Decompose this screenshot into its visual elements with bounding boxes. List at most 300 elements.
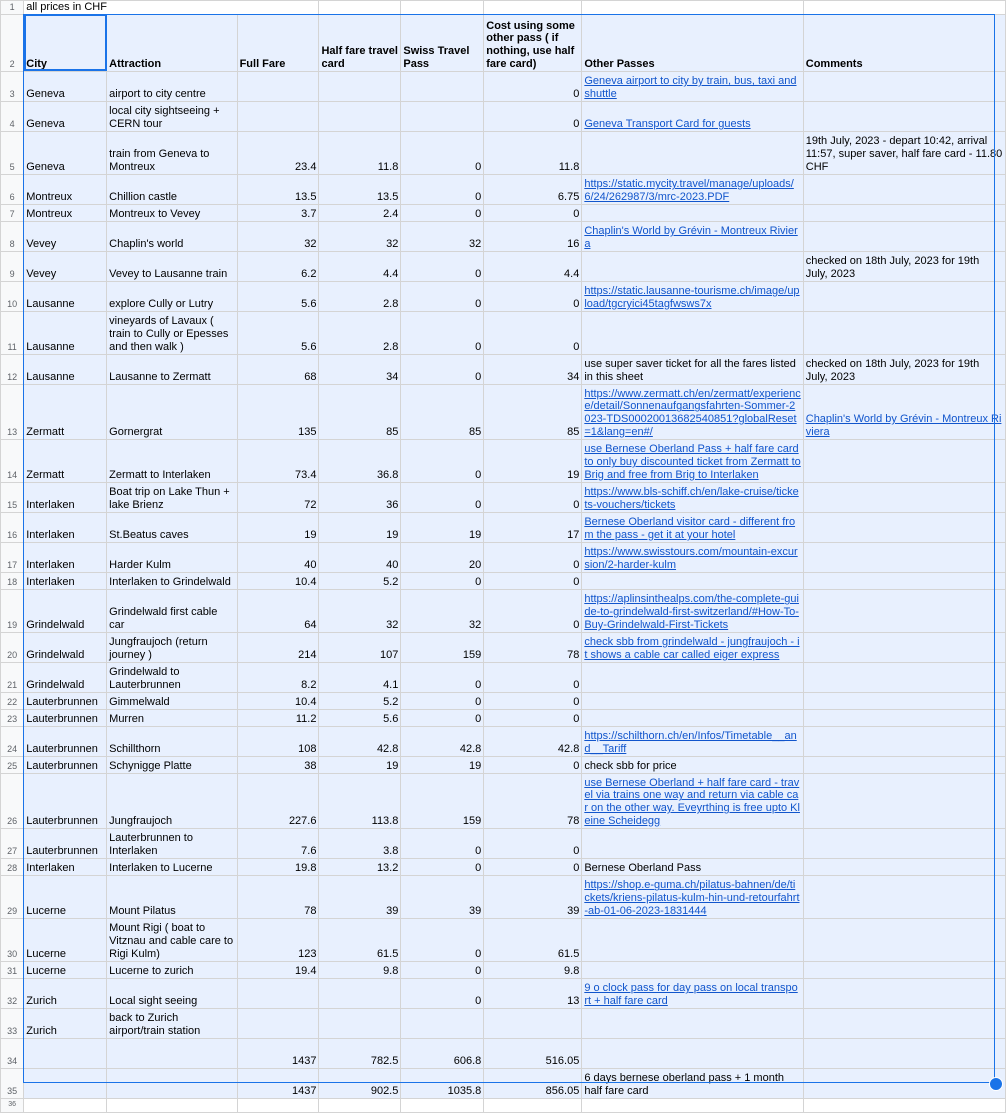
- other-cost-cell[interactable]: 0: [484, 692, 582, 709]
- attraction-cell[interactable]: vineyards of Lavaux ( train to Cully or Epesses and then walk ): [107, 311, 237, 354]
- attraction-cell[interactable]: Boat trip on Lake Thun + lake Brienz: [107, 482, 237, 512]
- row-number[interactable]: 29: [1, 875, 24, 918]
- other-passes-cell[interactable]: [582, 281, 803, 311]
- other-passes-cell[interactable]: [582, 961, 803, 978]
- full-fare-cell[interactable]: 123: [237, 918, 319, 961]
- full-fare-cell[interactable]: 72: [237, 482, 319, 512]
- swiss-pass-cell[interactable]: 20: [401, 542, 484, 572]
- other-passes-cell[interactable]: [582, 174, 803, 204]
- other-cost-cell[interactable]: 0: [484, 101, 582, 131]
- row-number[interactable]: 19: [1, 589, 24, 632]
- full-fare-cell[interactable]: 10.4: [237, 572, 319, 589]
- swiss-pass-cell[interactable]: 0: [401, 709, 484, 726]
- full-fare-cell[interactable]: 7.6: [237, 828, 319, 858]
- swiss-pass-cell[interactable]: 19: [401, 512, 484, 542]
- other-passes-cell[interactable]: [582, 692, 803, 709]
- full-fare-cell[interactable]: 40: [237, 542, 319, 572]
- row-number[interactable]: 9: [1, 251, 24, 281]
- half-fare-cell[interactable]: 2.8: [319, 311, 401, 354]
- city-cell[interactable]: Vevey: [24, 251, 107, 281]
- comments-cell[interactable]: checked on 18th July, 2023 for 19th July, 2023: [803, 354, 1005, 384]
- swiss-pass-cell[interactable]: 85: [401, 384, 484, 439]
- hyperlink[interactable]: check sbb from grindelwald - jungfraujoch - it shows a cable car called eiger express: [584, 636, 800, 661]
- city-cell[interactable]: Lauterbrunnen: [24, 773, 107, 828]
- city-cell[interactable]: Interlaken: [24, 572, 107, 589]
- half-fare-cell[interactable]: 19: [319, 512, 401, 542]
- row-number[interactable]: 17: [1, 542, 24, 572]
- other-cost-cell[interactable]: 0: [484, 828, 582, 858]
- swiss-pass-cell[interactable]: 0: [401, 251, 484, 281]
- full-fare-cell[interactable]: 13.5: [237, 174, 319, 204]
- city-cell[interactable]: Geneva: [24, 101, 107, 131]
- half-fare-cell[interactable]: 19: [319, 756, 401, 773]
- half-fare-cell[interactable]: 11.8: [319, 131, 401, 174]
- comments-cell[interactable]: [803, 662, 1005, 692]
- swiss-pass-cell[interactable]: 0: [401, 354, 484, 384]
- comments-cell[interactable]: [803, 311, 1005, 354]
- swiss-pass-cell[interactable]: 0: [401, 978, 484, 1008]
- row-number[interactable]: 11: [1, 311, 24, 354]
- attraction-cell[interactable]: airport to city centre: [107, 71, 237, 101]
- row-number[interactable]: 4: [1, 101, 24, 131]
- half-fare-cell[interactable]: 13.5: [319, 174, 401, 204]
- other-passes-cell[interactable]: [582, 384, 803, 439]
- half-fare-cell[interactable]: 3.8: [319, 828, 401, 858]
- row-number[interactable]: 30: [1, 918, 24, 961]
- other-passes-cell[interactable]: [582, 311, 803, 354]
- attraction-cell[interactable]: [107, 1068, 237, 1098]
- half-fare-cell[interactable]: 5.2: [319, 572, 401, 589]
- other-passes-cell[interactable]: [582, 131, 803, 174]
- row-number[interactable]: 28: [1, 858, 24, 875]
- comments-cell[interactable]: [803, 1008, 1005, 1038]
- half-fare-cell[interactable]: 4.1: [319, 662, 401, 692]
- other-cost-cell[interactable]: 13: [484, 978, 582, 1008]
- swiss-pass-cell[interactable]: 0: [401, 572, 484, 589]
- attraction-cell[interactable]: Mount Rigi ( boat to Vitznau and cable care to Rigi Kulm): [107, 918, 237, 961]
- other-passes-cell[interactable]: [582, 1008, 803, 1038]
- row-number[interactable]: 18: [1, 572, 24, 589]
- city-cell[interactable]: Interlaken: [24, 482, 107, 512]
- other-passes-cell[interactable]: [582, 632, 803, 662]
- swiss-pass-cell[interactable]: 0: [401, 131, 484, 174]
- other-cost-cell[interactable]: 78: [484, 632, 582, 662]
- other-cost-cell[interactable]: 516.05: [484, 1038, 582, 1068]
- half-fare-cell[interactable]: 2.4: [319, 204, 401, 221]
- hyperlink[interactable]: https://www.bls-schiff.ch/en/lake-cruise/tickets-vouchers/tickets: [584, 486, 799, 511]
- full-fare-cell[interactable]: 64: [237, 589, 319, 632]
- hyperlink[interactable]: Chaplin's World by Grévin - Montreux Riviera: [584, 225, 798, 250]
- full-fare-cell[interactable]: 68: [237, 354, 319, 384]
- other-cost-cell[interactable]: 0: [484, 281, 582, 311]
- comments-cell[interactable]: [803, 726, 1005, 756]
- row-number[interactable]: 35: [1, 1068, 24, 1098]
- attraction-cell[interactable]: Gimmelwald: [107, 692, 237, 709]
- other-passes-cell[interactable]: [582, 482, 803, 512]
- full-fare-cell[interactable]: 135: [237, 384, 319, 439]
- comments-cell[interactable]: 19th July, 2023 - depart 10:42, arrival 11:57, super saver, half fare card - 11.80 CHF: [803, 131, 1005, 174]
- city-cell[interactable]: Lucerne: [24, 875, 107, 918]
- comments-cell[interactable]: [803, 512, 1005, 542]
- comments-cell[interactable]: [803, 828, 1005, 858]
- swiss-pass-cell[interactable]: 606.8: [401, 1038, 484, 1068]
- row-number[interactable]: 5: [1, 131, 24, 174]
- row-number[interactable]: 1: [1, 1, 24, 15]
- row-number[interactable]: 7: [1, 204, 24, 221]
- other-passes-cell[interactable]: [582, 572, 803, 589]
- row-number[interactable]: 13: [1, 384, 24, 439]
- swiss-pass-cell[interactable]: 32: [401, 589, 484, 632]
- row-number[interactable]: 32: [1, 978, 24, 1008]
- other-passes-cell[interactable]: [582, 709, 803, 726]
- comments-cell[interactable]: [803, 709, 1005, 726]
- hyperlink[interactable]: Bernese Oberland visitor card - different from the pass - get it at your hotel: [584, 516, 796, 541]
- other-passes-cell[interactable]: [582, 662, 803, 692]
- other-passes-cell[interactable]: [582, 251, 803, 281]
- row-number[interactable]: 3: [1, 71, 24, 101]
- other-passes-cell[interactable]: [582, 589, 803, 632]
- row-number[interactable]: 31: [1, 961, 24, 978]
- city-cell[interactable]: Zurich: [24, 978, 107, 1008]
- row-number[interactable]: 26: [1, 773, 24, 828]
- other-cost-cell[interactable]: 39: [484, 875, 582, 918]
- header-full-fare[interactable]: Full Fare: [237, 14, 319, 71]
- attraction-cell[interactable]: Harder Kulm: [107, 542, 237, 572]
- hyperlink[interactable]: use Bernese Oberland + half fare card - travel via trains one way and return via cable car on the other way. Eveyrthing is free upto Kleine Scheidegg: [584, 776, 800, 827]
- other-passes-cell[interactable]: Bernese Oberland Pass: [582, 858, 803, 875]
- attraction-cell[interactable]: Lauterbrunnen to Interlaken: [107, 828, 237, 858]
- half-fare-cell[interactable]: 2.8: [319, 281, 401, 311]
- full-fare-cell[interactable]: 11.2: [237, 709, 319, 726]
- other-cost-cell[interactable]: 9.8: [484, 961, 582, 978]
- row-number[interactable]: 33: [1, 1008, 24, 1038]
- full-fare-cell[interactable]: 214: [237, 632, 319, 662]
- attraction-cell[interactable]: Interlaken to Grindelwald: [107, 572, 237, 589]
- title-note-cell[interactable]: all prices in CHF: [24, 1, 237, 15]
- full-fare-cell[interactable]: [237, 978, 319, 1008]
- full-fare-cell[interactable]: 8.2: [237, 662, 319, 692]
- other-cost-cell[interactable]: 61.5: [484, 918, 582, 961]
- city-cell[interactable]: Grindelwald: [24, 589, 107, 632]
- half-fare-cell[interactable]: 34: [319, 354, 401, 384]
- comments-cell[interactable]: [803, 1068, 1005, 1098]
- half-fare-cell[interactable]: 36: [319, 482, 401, 512]
- other-cost-cell[interactable]: 0: [484, 589, 582, 632]
- other-passes-cell[interactable]: 6 days bernese oberland pass + 1 month half fare card: [582, 1068, 803, 1098]
- city-cell[interactable]: Grindelwald: [24, 662, 107, 692]
- header-city[interactable]: City: [24, 14, 107, 71]
- row-number[interactable]: 2: [1, 14, 24, 71]
- city-cell[interactable]: Zurich: [24, 1008, 107, 1038]
- comments-cell[interactable]: [803, 439, 1005, 482]
- row-number[interactable]: 23: [1, 709, 24, 726]
- full-fare-cell[interactable]: 19.8: [237, 858, 319, 875]
- city-cell[interactable]: Geneva: [24, 131, 107, 174]
- half-fare-cell[interactable]: 40: [319, 542, 401, 572]
- comments-cell[interactable]: [803, 978, 1005, 1008]
- comments-cell[interactable]: [803, 71, 1005, 101]
- other-passes-cell[interactable]: check sbb for price: [582, 756, 803, 773]
- half-fare-cell[interactable]: 5.6: [319, 709, 401, 726]
- hyperlink[interactable]: https://www.swisstours.com/mountain-excursion/2-harder-kulm: [584, 546, 798, 571]
- header-other-cost[interactable]: Cost using some other pass ( if nothing, use half fare card): [484, 14, 582, 71]
- full-fare-cell[interactable]: [237, 71, 319, 101]
- other-cost-cell[interactable]: 0: [484, 756, 582, 773]
- row-number[interactable]: 24: [1, 726, 24, 756]
- city-cell[interactable]: [24, 1038, 107, 1068]
- other-cost-cell[interactable]: 0: [484, 204, 582, 221]
- hyperlink[interactable]: Geneva airport to city by train, bus, taxi and shuttle: [584, 75, 797, 100]
- swiss-pass-cell[interactable]: 0: [401, 828, 484, 858]
- other-cost-cell[interactable]: 0: [484, 542, 582, 572]
- other-passes-cell[interactable]: [582, 221, 803, 251]
- other-passes-cell[interactable]: [582, 773, 803, 828]
- attraction-cell[interactable]: St.Beatus caves: [107, 512, 237, 542]
- full-fare-cell[interactable]: 32: [237, 221, 319, 251]
- swiss-pass-cell[interactable]: 0: [401, 961, 484, 978]
- attraction-cell[interactable]: Grindelwald first cable car: [107, 589, 237, 632]
- comments-cell[interactable]: [803, 542, 1005, 572]
- full-fare-cell[interactable]: 19.4: [237, 961, 319, 978]
- comments-cell[interactable]: [803, 281, 1005, 311]
- hyperlink[interactable]: use Bernese Oberland Pass + half fare card to only buy discounted ticket from Zermatt to Brig and free from Brig to Interlaken: [584, 443, 801, 481]
- half-fare-cell[interactable]: [319, 978, 401, 1008]
- other-cost-cell[interactable]: 17: [484, 512, 582, 542]
- full-fare-cell[interactable]: 3.7: [237, 204, 319, 221]
- other-passes-cell[interactable]: [582, 101, 803, 131]
- other-passes-cell[interactable]: [582, 439, 803, 482]
- comments-cell[interactable]: [803, 1038, 1005, 1068]
- other-cost-cell[interactable]: 0: [484, 71, 582, 101]
- attraction-cell[interactable]: back to Zurich airport/train station: [107, 1008, 237, 1038]
- full-fare-cell[interactable]: 108: [237, 726, 319, 756]
- half-fare-cell[interactable]: 107: [319, 632, 401, 662]
- half-fare-cell[interactable]: 5.2: [319, 692, 401, 709]
- other-passes-cell[interactable]: [582, 875, 803, 918]
- city-cell[interactable]: [24, 1068, 107, 1098]
- city-cell[interactable]: Lausanne: [24, 311, 107, 354]
- full-fare-cell[interactable]: 6.2: [237, 251, 319, 281]
- city-cell[interactable]: Lucerne: [24, 918, 107, 961]
- row-number[interactable]: 25: [1, 756, 24, 773]
- other-passes-cell[interactable]: [582, 918, 803, 961]
- swiss-pass-cell[interactable]: [401, 1008, 484, 1038]
- full-fare-cell[interactable]: 5.6: [237, 281, 319, 311]
- attraction-cell[interactable]: Chillion castle: [107, 174, 237, 204]
- row-number[interactable]: 20: [1, 632, 24, 662]
- hyperlink[interactable]: https://shop.e-guma.ch/pilatus-bahnen/de/tickets/kriens-pilatus-kulm-hin-und-retourfahrt-ab-01-06-2023-1831444: [584, 879, 800, 917]
- header-attraction[interactable]: Attraction: [107, 14, 237, 71]
- row-number[interactable]: 14: [1, 439, 24, 482]
- half-fare-cell[interactable]: 113.8: [319, 773, 401, 828]
- comments-cell[interactable]: [803, 221, 1005, 251]
- city-cell[interactable]: Interlaken: [24, 542, 107, 572]
- comments-cell[interactable]: [803, 174, 1005, 204]
- swiss-pass-cell[interactable]: 159: [401, 632, 484, 662]
- city-cell[interactable]: Lauterbrunnen: [24, 692, 107, 709]
- half-fare-cell[interactable]: 32: [319, 589, 401, 632]
- attraction-cell[interactable]: Zermatt to Interlaken: [107, 439, 237, 482]
- row-number[interactable]: 15: [1, 482, 24, 512]
- half-fare-cell[interactable]: 13.2: [319, 858, 401, 875]
- hyperlink[interactable]: https://www.zermatt.ch/en/zermatt/experience/detail/Sonnenaufgangsfahrten-Sommer-2023-TDS00020013682540851?globalReset=1&lang=en#/: [584, 387, 801, 438]
- row-number[interactable]: 8: [1, 221, 24, 251]
- comments-cell[interactable]: [803, 961, 1005, 978]
- city-cell[interactable]: Interlaken: [24, 858, 107, 875]
- half-fare-cell[interactable]: 902.5: [319, 1068, 401, 1098]
- other-passes-cell[interactable]: [582, 828, 803, 858]
- swiss-pass-cell[interactable]: [401, 101, 484, 131]
- swiss-pass-cell[interactable]: 42.8: [401, 726, 484, 756]
- attraction-cell[interactable]: Gornergrat: [107, 384, 237, 439]
- other-cost-cell[interactable]: 856.05: [484, 1068, 582, 1098]
- full-fare-cell[interactable]: 1437: [237, 1068, 319, 1098]
- other-passes-cell[interactable]: [582, 1038, 803, 1068]
- city-cell[interactable]: Interlaken: [24, 512, 107, 542]
- full-fare-cell[interactable]: 38: [237, 756, 319, 773]
- other-cost-cell[interactable]: 0: [484, 858, 582, 875]
- half-fare-cell[interactable]: [319, 101, 401, 131]
- attraction-cell[interactable]: Schillthorn: [107, 726, 237, 756]
- swiss-pass-cell[interactable]: 159: [401, 773, 484, 828]
- comments-cell[interactable]: [803, 572, 1005, 589]
- fill-handle[interactable]: [989, 1077, 1003, 1091]
- city-cell[interactable]: Lucerne: [24, 961, 107, 978]
- other-cost-cell[interactable]: [484, 1008, 582, 1038]
- city-cell[interactable]: Lausanne: [24, 354, 107, 384]
- comments-cell[interactable]: [803, 773, 1005, 828]
- attraction-cell[interactable]: Jungfraujoch (return journey ): [107, 632, 237, 662]
- attraction-cell[interactable]: Interlaken to Lucerne: [107, 858, 237, 875]
- swiss-pass-cell[interactable]: 0: [401, 692, 484, 709]
- full-fare-cell[interactable]: 10.4: [237, 692, 319, 709]
- half-fare-cell[interactable]: 42.8: [319, 726, 401, 756]
- swiss-pass-cell[interactable]: 0: [401, 174, 484, 204]
- city-cell[interactable]: Vevey: [24, 221, 107, 251]
- city-cell[interactable]: Lauterbrunnen: [24, 756, 107, 773]
- city-cell[interactable]: Zermatt: [24, 384, 107, 439]
- attraction-cell[interactable]: Local sight seeing: [107, 978, 237, 1008]
- hyperlink[interactable]: https://static.mycity.travel/manage/uploads/6/24/262987/3/mrc-2023.PDF: [584, 178, 794, 203]
- row-number[interactable]: 21: [1, 662, 24, 692]
- header-half-fare[interactable]: Half fare travel card: [319, 14, 401, 71]
- city-cell[interactable]: Geneva: [24, 71, 107, 101]
- other-cost-cell[interactable]: 42.8: [484, 726, 582, 756]
- hyperlink[interactable]: https://aplinsinthealps.com/the-complete-guide-to-grindelwald-first-switzerland/#How-To-Buy-Grindelwald-First-Tickets: [584, 593, 799, 631]
- other-cost-cell[interactable]: 11.8: [484, 131, 582, 174]
- row-number[interactable]: 12: [1, 354, 24, 384]
- row-number[interactable]: 6: [1, 174, 24, 204]
- half-fare-cell[interactable]: 4.4: [319, 251, 401, 281]
- swiss-pass-cell[interactable]: 0: [401, 204, 484, 221]
- comments-cell[interactable]: [803, 692, 1005, 709]
- city-cell[interactable]: Lauterbrunnen: [24, 726, 107, 756]
- header-other-passes[interactable]: Other Passes: [582, 14, 803, 71]
- row-number[interactable]: 34: [1, 1038, 24, 1068]
- row-number[interactable]: 36: [1, 1098, 24, 1112]
- full-fare-cell[interactable]: [237, 1008, 319, 1038]
- other-passes-cell[interactable]: [582, 978, 803, 1008]
- other-cost-cell[interactable]: 16: [484, 221, 582, 251]
- city-cell[interactable]: Lausanne: [24, 281, 107, 311]
- swiss-pass-cell[interactable]: 0: [401, 482, 484, 512]
- comments-cell[interactable]: [803, 482, 1005, 512]
- other-cost-cell[interactable]: 0: [484, 311, 582, 354]
- attraction-cell[interactable]: Jungfraujoch: [107, 773, 237, 828]
- city-cell[interactable]: Montreux: [24, 174, 107, 204]
- comments-cell[interactable]: checked on 18th July, 2023 for 19th July, 2023: [803, 251, 1005, 281]
- hyperlink[interactable]: Geneva Transport Card for guests: [584, 118, 751, 130]
- comments-cell[interactable]: [803, 384, 1005, 439]
- other-passes-cell[interactable]: [582, 726, 803, 756]
- header-swiss-pass[interactable]: Swiss Travel Pass: [401, 14, 484, 71]
- city-cell[interactable]: Lauterbrunnen: [24, 709, 107, 726]
- half-fare-cell[interactable]: 9.8: [319, 961, 401, 978]
- swiss-pass-cell[interactable]: 19: [401, 756, 484, 773]
- full-fare-cell[interactable]: [237, 101, 319, 131]
- row-number[interactable]: 10: [1, 281, 24, 311]
- full-fare-cell[interactable]: 1437: [237, 1038, 319, 1068]
- half-fare-cell[interactable]: 782.5: [319, 1038, 401, 1068]
- other-cost-cell[interactable]: 0: [484, 662, 582, 692]
- other-cost-cell[interactable]: 0: [484, 482, 582, 512]
- swiss-pass-cell[interactable]: 0: [401, 281, 484, 311]
- swiss-pass-cell[interactable]: [401, 71, 484, 101]
- full-fare-cell[interactable]: 78: [237, 875, 319, 918]
- full-fare-cell[interactable]: 23.4: [237, 131, 319, 174]
- other-passes-cell[interactable]: [582, 204, 803, 221]
- hyperlink[interactable]: https://static.lausanne-tourisme.ch/image/upload/tgcryici45tagfwsws7x: [584, 285, 800, 310]
- city-cell[interactable]: Montreux: [24, 204, 107, 221]
- full-fare-cell[interactable]: 73.4: [237, 439, 319, 482]
- header-comments[interactable]: Comments: [803, 14, 1005, 71]
- comments-cell[interactable]: [803, 858, 1005, 875]
- full-fare-cell[interactable]: 5.6: [237, 311, 319, 354]
- hyperlink[interactable]: Chaplin's World by Grévin - Montreux Riviera: [805, 413, 1002, 438]
- other-cost-cell[interactable]: 78: [484, 773, 582, 828]
- city-cell[interactable]: Grindelwald: [24, 632, 107, 662]
- other-cost-cell[interactable]: 19: [484, 439, 582, 482]
- attraction-cell[interactable]: Vevey to Lausanne train: [107, 251, 237, 281]
- attraction-cell[interactable]: train from Geneva to Montreux: [107, 131, 237, 174]
- other-cost-cell[interactable]: 0: [484, 572, 582, 589]
- other-passes-cell[interactable]: [582, 542, 803, 572]
- swiss-pass-cell[interactable]: 1035.8: [401, 1068, 484, 1098]
- half-fare-cell[interactable]: 36.8: [319, 439, 401, 482]
- swiss-pass-cell[interactable]: 0: [401, 311, 484, 354]
- half-fare-cell[interactable]: 39: [319, 875, 401, 918]
- other-cost-cell[interactable]: 34: [484, 354, 582, 384]
- other-passes-cell[interactable]: [582, 512, 803, 542]
- comments-cell[interactable]: [803, 101, 1005, 131]
- attraction-cell[interactable]: Lucerne to zurich: [107, 961, 237, 978]
- other-passes-cell[interactable]: [582, 71, 803, 101]
- attraction-cell[interactable]: Chaplin's world: [107, 221, 237, 251]
- comments-cell[interactable]: [803, 875, 1005, 918]
- attraction-cell[interactable]: Schynigge Platte: [107, 756, 237, 773]
- attraction-cell[interactable]: Lausanne to Zermatt: [107, 354, 237, 384]
- half-fare-cell[interactable]: 61.5: [319, 918, 401, 961]
- other-cost-cell[interactable]: 85: [484, 384, 582, 439]
- attraction-cell[interactable]: explore Cully or Lutry: [107, 281, 237, 311]
- city-cell[interactable]: Zermatt: [24, 439, 107, 482]
- swiss-pass-cell[interactable]: 0: [401, 858, 484, 875]
- hyperlink[interactable]: 9 o clock pass for day pass on local transport + half fare card: [584, 982, 798, 1007]
- swiss-pass-cell[interactable]: 0: [401, 439, 484, 482]
- other-cost-cell[interactable]: 4.4: [484, 251, 582, 281]
- city-cell[interactable]: Lauterbrunnen: [24, 828, 107, 858]
- full-fare-cell[interactable]: 19: [237, 512, 319, 542]
